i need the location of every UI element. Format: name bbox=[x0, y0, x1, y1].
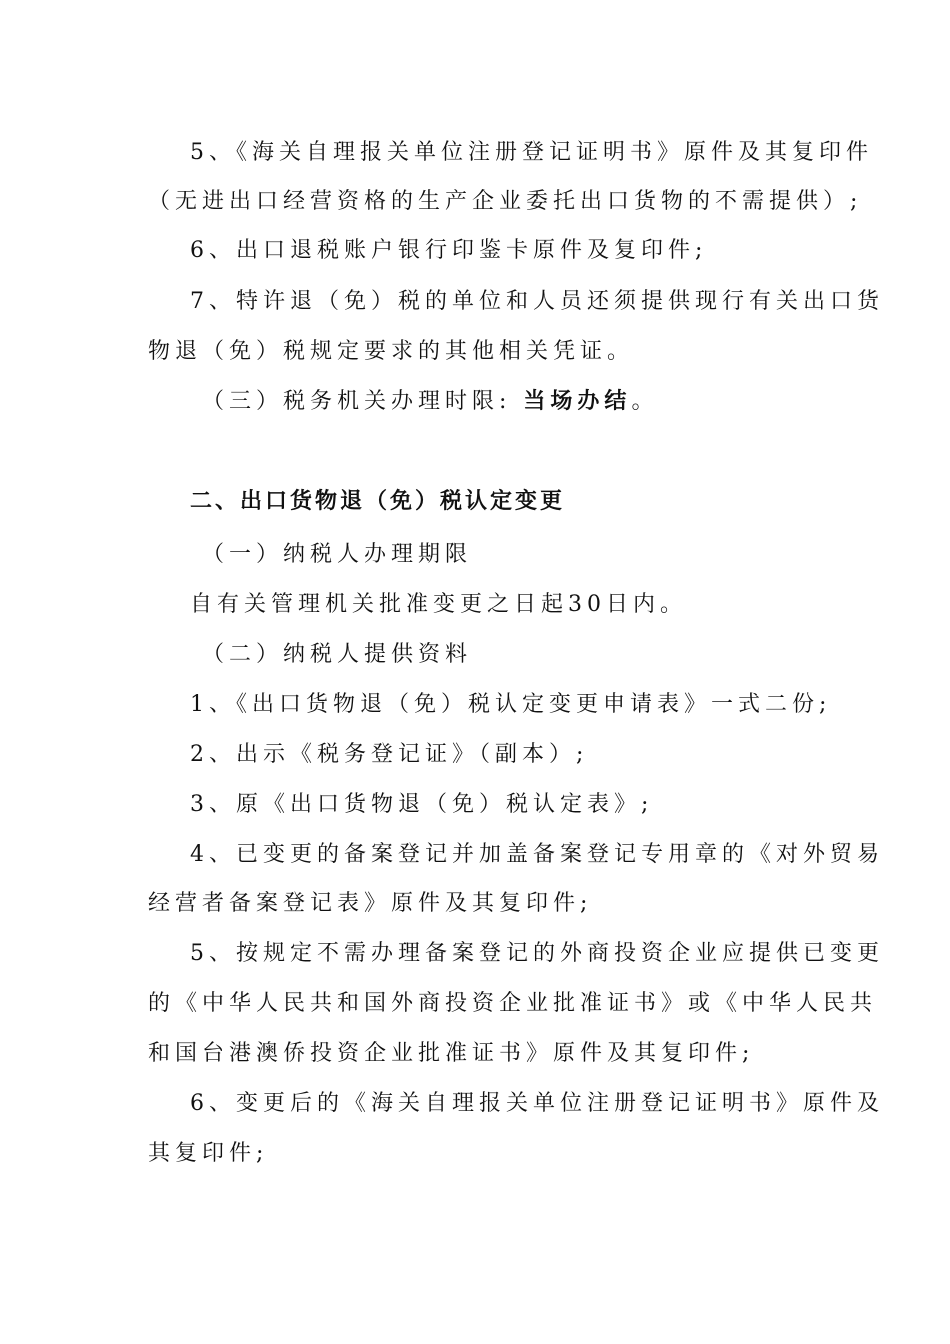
item7-line2: 物退（免）税规定要求的其他相关凭证。 bbox=[148, 339, 635, 364]
item5-line1: 5、《海关自理报关单位注册登记证明书》原件及其复印件 bbox=[190, 140, 873, 165]
deadline-label: （三）税务机关办理时限: bbox=[202, 389, 512, 414]
s2-item1: 1、《出口货物退（免）税认定变更申请表》一式二份; bbox=[190, 692, 832, 717]
s2-item6-line1: 6、变更后的《海关自理报关单位注册登记证明书》原件及 bbox=[190, 1091, 884, 1116]
section2-heading: 二、出口货物退（免）税认定变更 bbox=[190, 489, 566, 514]
deadline-end: 。 bbox=[631, 389, 659, 414]
item7-line1: 7、特许退（免）税的单位和人员还须提供现行有关出口货 bbox=[190, 289, 884, 314]
item6-line: 6、出口退税账户银行印鉴卡原件及复印件; bbox=[190, 238, 708, 263]
item5-line2: （无进出口经营资格的生产企业委托出口货物的不需提供）; bbox=[148, 189, 863, 214]
sub2-title: （二）纳税人提供资料 bbox=[202, 642, 473, 667]
s2-item4-line2: 经营者备案登记表》原件及其复印件; bbox=[148, 891, 593, 916]
s2-item6-line2: 其复印件; bbox=[148, 1141, 269, 1166]
s2-item2: 2、出示《税务登记证》（副本）; bbox=[190, 742, 589, 767]
s2-item4-line1: 4、已变更的备案登记并加盖备案登记专用章的《对外贸易 bbox=[190, 842, 884, 867]
s2-item3: 3、原《出口货物退（免）税认定表》; bbox=[190, 792, 654, 817]
deadline-value: 当场办结 bbox=[523, 388, 632, 414]
sub1-title: （一）纳税人办理期限 bbox=[202, 542, 473, 567]
s2-item5-line3: 和国台港澳侨投资企业批准证书》原件及其复印件; bbox=[148, 1041, 755, 1066]
sub1-text: 自有关管理机关批准变更之日起30日内。 bbox=[190, 592, 687, 617]
s2-item5-line1: 5、按规定不需办理备案登记的外商投资企业应提供已变更 bbox=[190, 941, 884, 966]
s2-item5-line2: 的《中华人民共和国外商投资企业批准证书》或《中华人民共 bbox=[148, 991, 878, 1016]
deadline-line bbox=[202, 386, 658, 417]
